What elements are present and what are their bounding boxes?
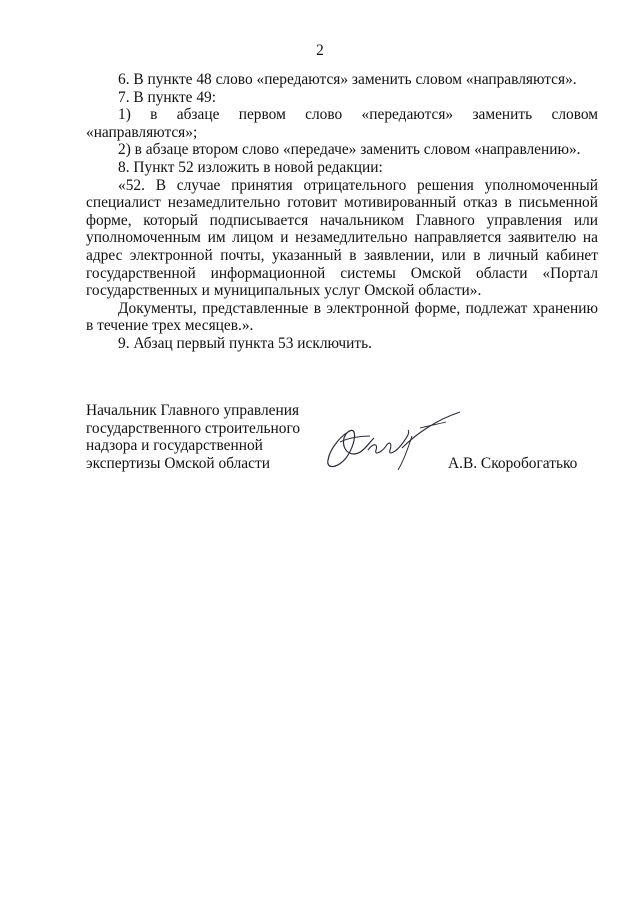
signatory-title bbox=[86, 402, 326, 472]
paragraph-item-9: 9. Абзац первый пункта 53 исключить. bbox=[118, 334, 372, 352]
paragraph-item-7: 7. В пункте 49: bbox=[118, 88, 217, 106]
paragraph-item-8: 8. Пункт 52 изложить в новой редакции: bbox=[118, 158, 383, 176]
page-number: 2 bbox=[316, 42, 324, 59]
paragraph-point-52: «52. В случае принятия отрицательного решения уполномоченный специалист незамедлительно готовит мотивированный отказ в письменной форме, который подписывается начальником Главного управления или уполномоченным им лицом и незамедлительно направляется заявителю на адрес электронной почты, указанный в заявлении, или в личный кабинет государственной информационной системы Омской области «Портал государственных и муниципальных услуг Омской области». bbox=[86, 176, 598, 300]
signatory-title-line: экспертизы Омской области bbox=[86, 454, 270, 472]
paragraph-subitem-1: 1) в абзаце первом слово «передаются» заменить словом «направляются»; bbox=[86, 106, 598, 141]
paragraph-item-6: 6. В пункте 48 слово «передаются» заменить словом «направляются». bbox=[118, 71, 577, 88]
signatory-title-line: надзора и государственной bbox=[86, 437, 263, 455]
paragraph-documents-storage: Документы, представленные в электронной форме, подлежат хранению в течение трех месяцев.». bbox=[86, 299, 598, 335]
signatory-name: А.В. Скоробогатько bbox=[448, 455, 578, 472]
document-body bbox=[86, 71, 598, 353]
paragraph-subitem-2: 2) в абзаце втором слово «передаче» заменить словом «направлению». bbox=[118, 141, 581, 159]
signatory-title-line: Начальник Главного управления bbox=[86, 402, 300, 419]
signatory-title-line: государственного строительного bbox=[86, 419, 301, 437]
